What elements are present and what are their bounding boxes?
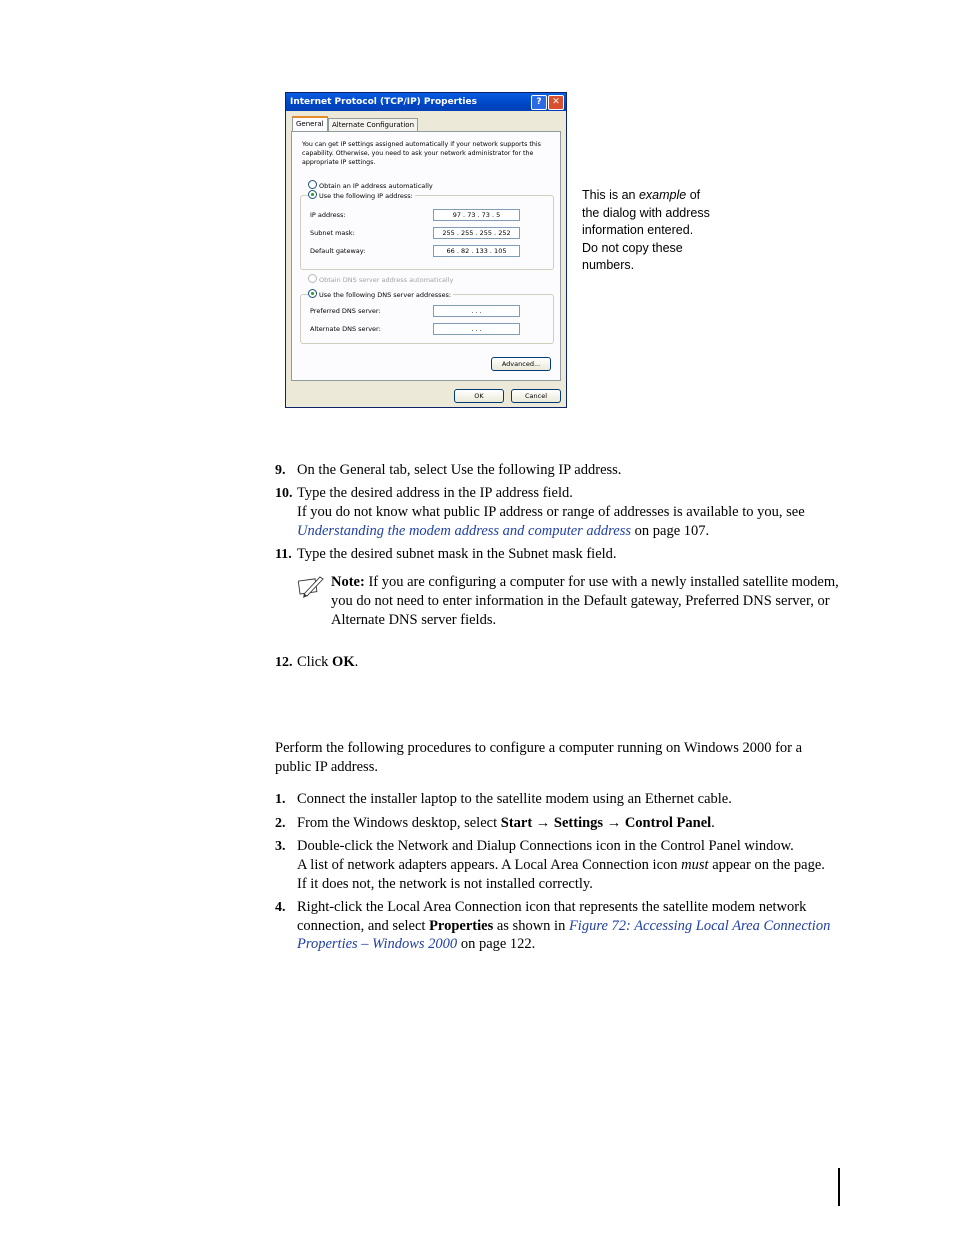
step-number: 1. — [275, 792, 286, 807]
dialog-titlebar — [286, 93, 566, 111]
figure-link[interactable]: Properties – Windows 2000 — [297, 936, 458, 952]
alternate-dns-label: Alternate DNS server: — [310, 325, 381, 333]
note-label: Note: — [331, 574, 365, 590]
ip-address-field[interactable]: 97 . 73 . 73 . 5 — [433, 209, 520, 221]
step-text: Type the desired subnet mask in the Subnet mask field. — [297, 546, 617, 562]
step-number: 2. — [275, 816, 286, 831]
step-text: From the Windows desktop, select Start → Settings → Control Panel. — [297, 815, 715, 831]
use-following-dns-option[interactable]: Use the following DNS server addresses: — [308, 289, 453, 300]
tab-alternate-configuration[interactable]: Alternate Configuration — [328, 118, 418, 131]
subnet-mask-field[interactable]: 255 . 255 . 255 . 252 — [433, 227, 520, 239]
step-text: Type the desired address in the IP address field. — [297, 485, 573, 501]
step-subtext: A list of network adapters appears. A Local Area Connection icon must appear on the page. — [297, 857, 825, 873]
preferred-dns-label: Preferred DNS server: — [310, 307, 381, 315]
step-number: 3. — [275, 839, 286, 854]
step-text: Connect the installer laptop to the satellite modem using an Ethernet cable. — [297, 791, 732, 807]
step-number: 11. — [275, 547, 292, 562]
radio-selected-icon[interactable] — [308, 289, 317, 298]
step-number: 9. — [275, 463, 286, 478]
step-number: 10. — [275, 486, 293, 501]
dialog-caption: This is an example of the dialog with address information entered. Do not copy these numbers. — [582, 188, 710, 273]
step-subtext: Properties – Windows 2000 on page 122. — [297, 936, 536, 952]
step-number: 12. — [275, 655, 293, 670]
alternate-dns-field[interactable]: . . . — [433, 323, 520, 335]
figure-link[interactable]: Figure 72: Accessing Local Area Connection — [568, 918, 831, 934]
caption-emphasis: example — [638, 188, 687, 202]
tab-general[interactable]: General — [292, 116, 328, 133]
note-line: Alternate DNS server fields. — [331, 612, 497, 628]
tcpip-properties-dialog — [285, 92, 567, 408]
arrow-icon: → — [532, 815, 554, 831]
radio-icon[interactable] — [308, 180, 317, 189]
ok-button[interactable]: OK — [454, 389, 504, 403]
step-subtext-link-line: Understanding the modem address and computer address on page 107. — [297, 523, 710, 539]
radio-selected-icon[interactable] — [308, 190, 317, 199]
dialog-title: Internet Protocol (TCP/IP) Properties — [290, 97, 477, 107]
preferred-dns-field[interactable]: . . . — [433, 305, 520, 317]
close-icon[interactable]: ✕ — [548, 95, 564, 110]
note-line: you do not need to enter information in the Default gateway, Preferred DNS server, or — [331, 593, 830, 609]
note-line: Note: If you are configuring a computer for use with a newly installed satellite modem, — [331, 574, 839, 590]
step-text: Right-click the Local Area Connection icon that represents the satellite modem network — [297, 899, 807, 915]
intro-paragraph-line: public IP address. — [275, 759, 378, 775]
obtain-ip-auto-option[interactable]: Obtain an IP address automatically — [308, 180, 433, 191]
obtain-dns-auto-option[interactable]: Obtain DNS server address automatically — [308, 274, 453, 285]
arrow-icon: → — [603, 815, 625, 831]
note-pencil-icon — [298, 574, 324, 600]
help-icon[interactable]: ? — [531, 95, 547, 110]
dns-server-group — [300, 294, 554, 344]
step-text: Double-click the Network and Dialup Connections icon in the Control Panel window. — [297, 838, 794, 854]
step-subtext: If it does not, the network is not installed correctly. — [297, 876, 593, 892]
step-text: Click OK. — [297, 654, 359, 670]
general-tab-panel — [291, 131, 561, 381]
step-subtext: If you do not know what public IP address or range of addresses is available to you, see — [297, 504, 805, 520]
default-gateway-label: Default gateway: — [310, 247, 366, 255]
step-subtext: connection, and select Properties as shown in Figure 72: Accessing Local Area Connection — [297, 918, 831, 934]
step-text: On the General tab, select Use the following IP address. — [297, 462, 622, 478]
intro-paragraph-line: Perform the following procedures to configure a computer running on Windows 2000 for a — [275, 740, 803, 756]
cross-reference-link[interactable]: Understanding the modem address and computer address — [297, 523, 632, 539]
step-number: 4. — [275, 900, 286, 915]
cancel-button[interactable]: Cancel — [511, 389, 561, 403]
subnet-mask-label: Subnet mask: — [310, 229, 355, 237]
radio-disabled-icon[interactable] — [308, 274, 317, 283]
default-gateway-field[interactable]: 66 . 82 . 133 . 105 — [433, 245, 520, 257]
use-following-ip-option[interactable]: Use the following IP address: — [308, 190, 415, 201]
advanced-button[interactable]: Advanced... — [491, 357, 551, 371]
ip-address-label: IP address: — [310, 211, 346, 219]
page-margin-bar — [838, 1168, 840, 1206]
dialog-intro-text: You can get IP settings assigned automatically if your network supports this capability. Otherwise, you need to ask your network administrator for the appropriate IP settings. — [302, 141, 541, 166]
